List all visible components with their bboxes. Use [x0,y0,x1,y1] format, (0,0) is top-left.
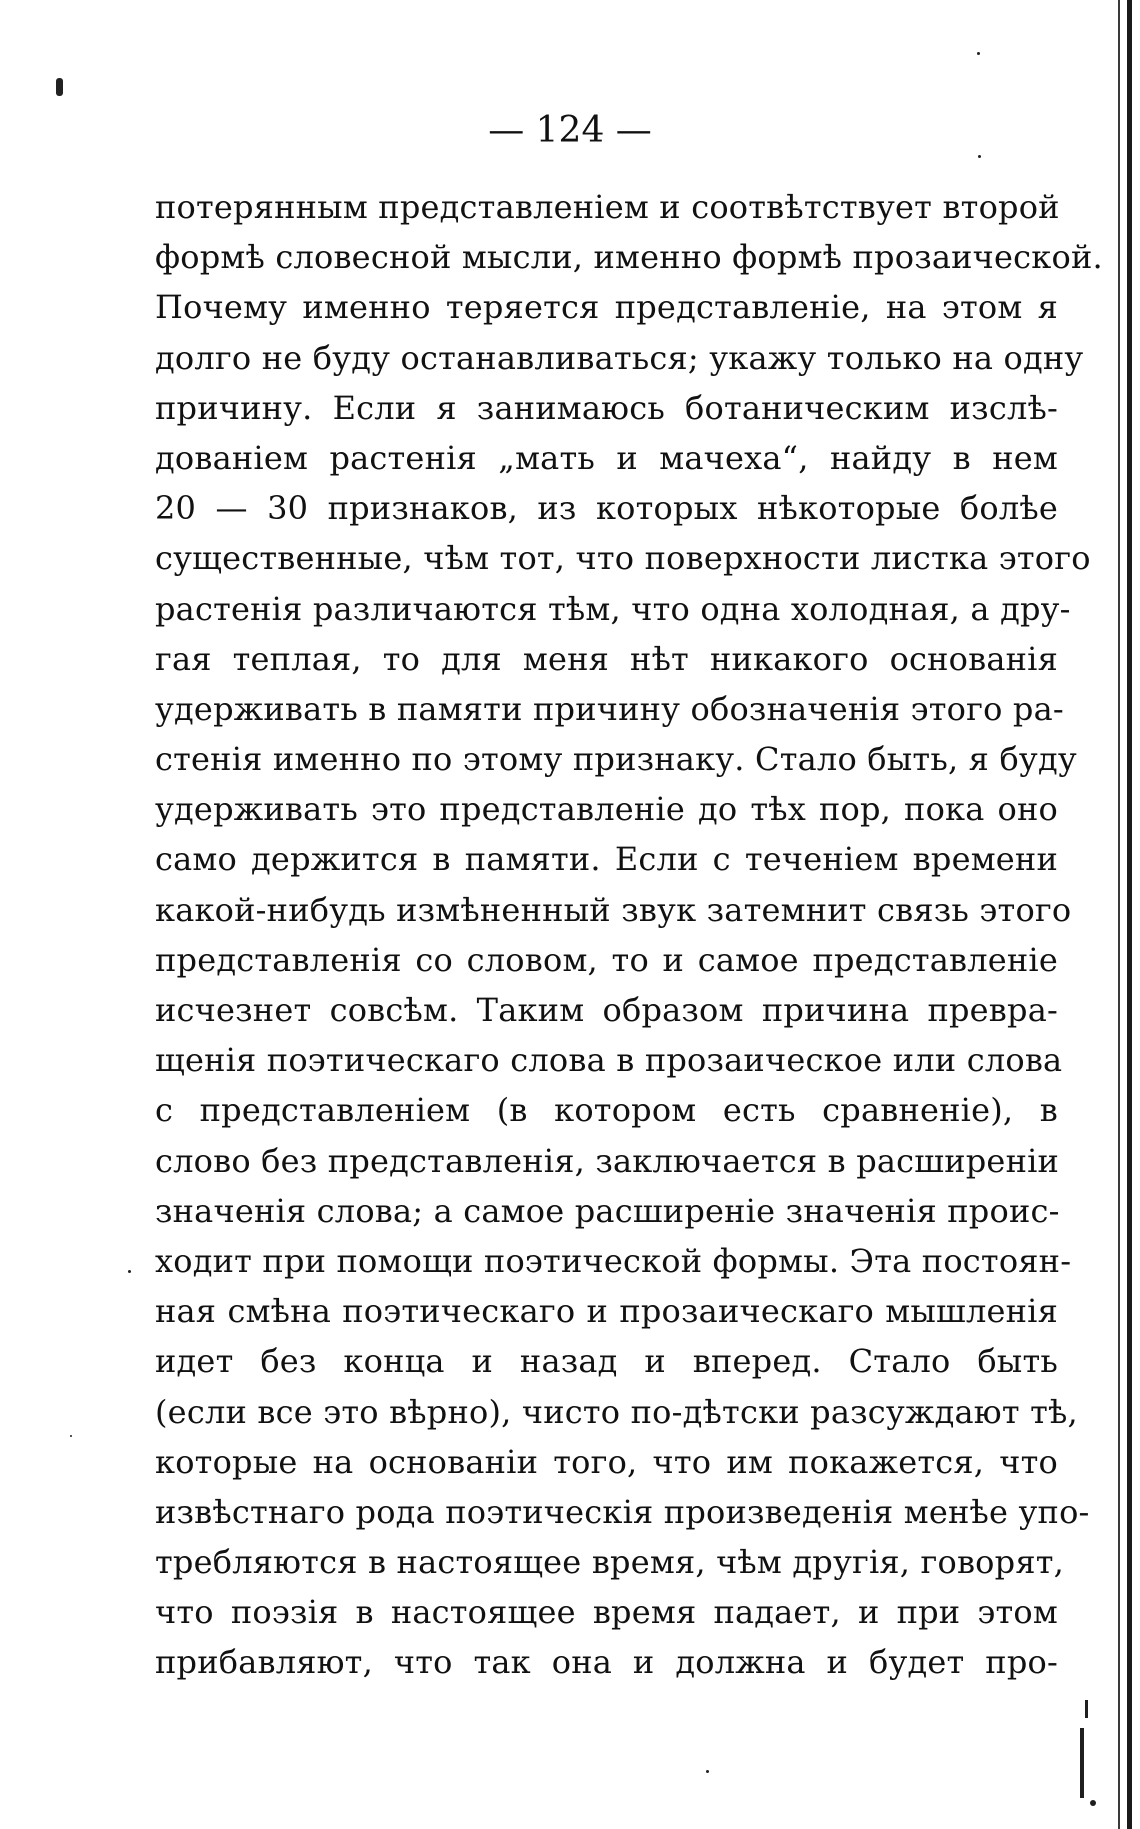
text-line: формѣ словесной мысли, именно формѣ прозаической. [155,238,1103,277]
page-edge-line [1118,0,1120,1829]
ink-speck [977,52,980,55]
text-line: представленія со словом, то и самое представленіе [155,940,1058,979]
text-line: гая теплая, то для меня нѣт никакого основанія [155,639,1058,678]
text-line: растенія различаются тѣм, что одна холодная, а дру- [155,589,1071,628]
margin-mark [1090,1800,1096,1806]
text-line: идет без конца и назад и вперед. Стало быть [155,1342,1058,1381]
ink-speck [706,1770,709,1773]
text-line: ходит при помощи поэтической формы. Эта постоян- [155,1241,1072,1280]
text-line: дованіем растенія „мать и мачеха“, найду в нем [155,438,1058,477]
ink-speck [128,1270,131,1273]
text-line: удерживать это представленіе до тѣх пор, пока оно [155,790,1058,829]
ink-speck [70,1435,72,1437]
body-text [155,182,1103,1688]
text-line: с представленіем (в котором есть сравненіе), в [155,1091,1058,1130]
page-edge-shadow [1127,0,1132,1829]
text-line: которые на основаніи того, что им покажется, что [155,1442,1058,1481]
margin-mark [1085,1700,1088,1718]
text-line: щенія поэтическаго слова в прозаическое или слова [155,1041,1063,1080]
text-line: (если все это вѣрно), чисто по-дѣтски разсуждают тѣ, [155,1392,1078,1431]
text-line: какой-нибудь измѣненный звук затемнит связь этого [155,890,1072,929]
margin-mark [1080,1728,1084,1798]
text-line: Почему именно теряется представленіе, на этом я [155,288,1058,327]
text-line: причину. Если я занимаюсь ботаническим изслѣ- [155,388,1058,427]
text-line: значенія слова; а самое расширеніе значенія проис- [155,1191,1060,1230]
text-line: удерживать в памяти причину обозначенія этого ра- [155,689,1064,728]
text-line: 20 — 30 признаков, из которых нѣкоторые болѣе [155,489,1058,528]
text-line: существенные, чѣм тот, что поверхности листка этого [155,539,1091,578]
text-line: слово без представленія, заключается в расширеніи [155,1141,1060,1180]
text-line: что поэзія в настоящее время падает, и при этом [155,1593,1058,1632]
page-number: — 124 — [488,110,652,151]
text-line: прибавляют, что так она и должна и будет про- [155,1643,1058,1682]
text-line: долго не буду останавливаться; укажу только на одну [155,338,1084,377]
ink-speck [56,78,63,96]
text-line: исчезнет совсѣм. Таким образом причина превра- [155,991,1058,1029]
text-line: потерянным представленіем и соотвѣтствует второй [155,188,1060,226]
text-line: требляются в настоящее время, чѣм другія, говорят, [155,1543,1064,1582]
ink-speck [978,155,981,158]
text-line: стенія именно по этому признаку. Стало быть, я буду [155,740,1077,779]
text-line: само держится в памяти. Если с теченіем времени [155,840,1058,879]
text-line: ная смѣна поэтическаго и прозаическаго мышленія [155,1292,1058,1331]
text-line: извѣстнаго рода поэтическія произведенія менѣе упо- [155,1492,1090,1531]
